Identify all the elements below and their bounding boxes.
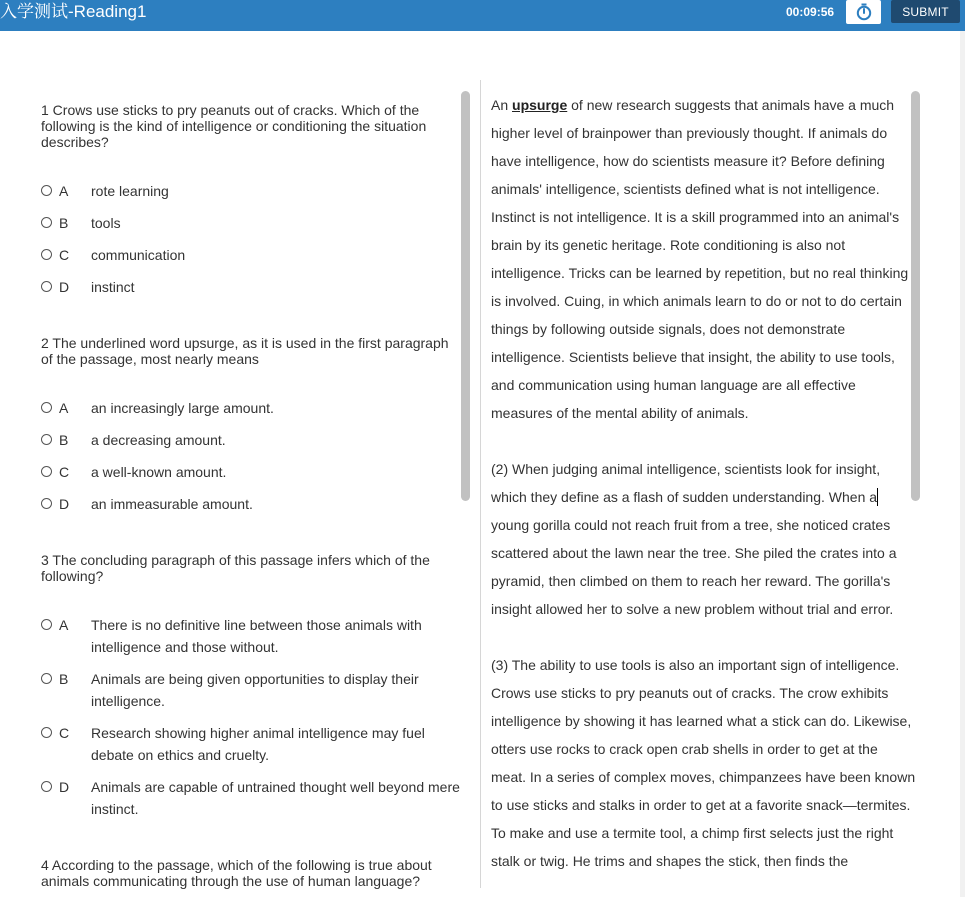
countdown-timer: 00:09:56	[786, 5, 835, 19]
reading-passage	[491, 91, 916, 903]
pane-divider	[480, 80, 481, 888]
question-4-text: 4 According to the passage, which of the following is true about animals communicating through the use of human language?	[41, 857, 432, 889]
option-letter: B	[59, 215, 69, 231]
radio-button[interactable]	[41, 498, 52, 509]
option-text: a decreasing amount.	[91, 432, 226, 448]
passage-paragraph-3: (3) The ability to use tools is also an important sign of intelligence. Crows use sticks to pry peanuts out of cracks. The crow exhibits intelligence by showing it has learned what a stick can do. Likewise, otters use rocks to crack open crab shells in order to get at the meat. In a series of complex moves, chimpanzees have been known to use sticks and stalks in order to get at a favorite snack—termites. To make and use a termite tool, a chimp first selects just the right stalk or twig. He trims and shapes the stick, then finds the	[491, 657, 916, 869]
radio-button[interactable]	[41, 249, 52, 260]
top-bar	[0, 0, 965, 31]
option-letter: C	[59, 464, 70, 480]
questions-scrollbar[interactable]	[461, 91, 470, 501]
option-letter: D	[59, 496, 70, 512]
option-text: There is no definitive line between those animals with intelligence and those without.	[91, 617, 422, 655]
keyword-upsurge: upsurge	[512, 97, 568, 113]
option-text: a well-known amount.	[91, 464, 227, 480]
option-letter: B	[59, 671, 69, 687]
passage-scrollbar[interactable]	[911, 91, 920, 501]
option-letter: C	[59, 247, 70, 263]
text-cursor	[877, 488, 878, 506]
option-letter: C	[59, 725, 70, 741]
option-text: Research showing higher animal intelligence may fuel debate on ethics and cruelty.	[91, 725, 425, 763]
paragraph-1-prefix: An	[491, 97, 513, 113]
radio-button[interactable]	[41, 217, 52, 228]
stopwatch-icon	[855, 3, 873, 21]
question-2-text: 2 The underlined word upsurge, as it is used in the first paragraph of the passage, most nearly means	[41, 335, 449, 367]
radio-button[interactable]	[41, 185, 52, 196]
question-1	[41, 102, 457, 295]
page-scrollbar[interactable]	[960, 31, 965, 897]
option-letter: B	[59, 432, 69, 448]
option-text: an increasingly large amount.	[91, 400, 274, 416]
radio-button[interactable]	[41, 619, 52, 630]
question-1-text: 1 Crows use sticks to pry peanuts out of cracks. Which of the following is the kind of intelligence or conditioning the situation describes?	[41, 102, 427, 150]
radio-button[interactable]	[41, 281, 52, 292]
radio-button[interactable]	[41, 727, 52, 738]
option-text: Animals are being given opportunities to display their intelligence.	[91, 671, 419, 709]
passage-paragraph-1	[491, 91, 916, 427]
option-text: communication	[91, 247, 186, 263]
radio-button[interactable]	[41, 434, 52, 445]
passage-paragraph-2: (2) When judging animal intelligence, scientists look for insight, which they define as a flash of sudden understanding. When a young gorilla could not reach fruit from a tree, she noticed crates scattered about the lawn near the tree. She piled the crates into a pyramid, then climbed on them to reach her reward. The gorilla's insight allowed her to solve a new problem without trial and error.	[491, 461, 897, 617]
radio-button[interactable]	[41, 673, 52, 684]
radio-button[interactable]	[41, 466, 52, 477]
option-letter: D	[59, 279, 70, 295]
option-letter: A	[59, 400, 69, 416]
stopwatch-button[interactable]	[846, 0, 881, 24]
submit-button[interactable]: SUBMIT	[891, 0, 960, 23]
page-title: 入学测试-Reading1	[0, 2, 147, 21]
question-4	[41, 857, 457, 889]
paragraph-1-text: of new research suggests that animals have a much higher level of brainpower than previously thought. If animals do have intelligence, how do scientists measure it? Before defining animals' intelligence, scientists defined what is not intelligence. Instinct is not intelligence. It is a skill programmed into an animal's brain by its genetic heritage. Rote conditioning is also not intelligence. Tricks can be learned by repetition, but no real thinking is involved. Cuing, in which animals learn to do or not to do certain things by following outside signals, does not demonstrate intelligence. Scientists believe that insight, the ability to use tools, and communication using human language are all effective measures of the mental ability of animals.	[491, 97, 909, 421]
radio-button[interactable]	[41, 402, 52, 413]
option-text: Animals are capable of untrained thought well beyond mere instinct.	[91, 779, 460, 817]
option-text: an immeasurable amount.	[91, 496, 253, 512]
option-letter: D	[59, 779, 70, 795]
radio-button[interactable]	[41, 781, 52, 792]
question-3-text: 3 The concluding paragraph of this passage infers which of the following?	[41, 552, 430, 584]
option-text: tools	[91, 215, 121, 231]
option-text: instinct	[91, 279, 135, 295]
option-text: rote learning	[91, 183, 169, 199]
question-3	[41, 552, 460, 817]
option-letter: A	[59, 617, 69, 633]
question-2	[41, 335, 457, 512]
option-letter: A	[59, 183, 69, 199]
questions-pane	[0, 31, 480, 889]
